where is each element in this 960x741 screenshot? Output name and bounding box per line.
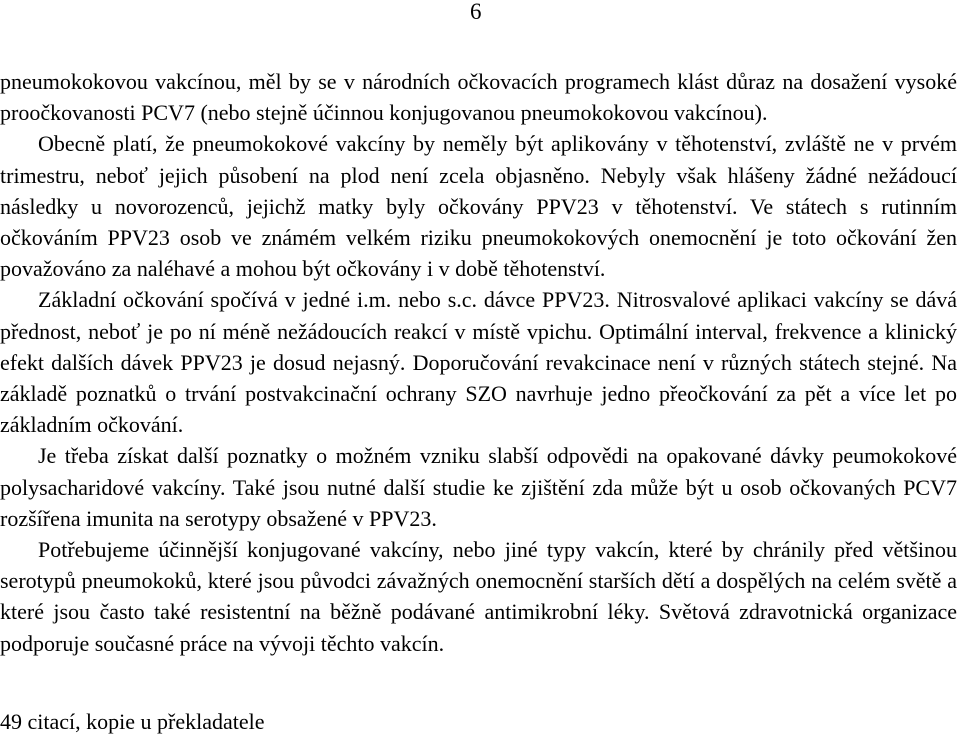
paragraph-further-knowledge: Je třeba získat další poznatky o možném vzniku slabší odpovědi na opakované dávky peumokokové polysacharidové vakcíny. Také jsou nutné další studie ke zjištění zda může být u osob očkovaných PCV7 rozšířena imunita na serotypy obsažené v PPV23.	[0, 443, 957, 531]
paragraph-continuation: pneumokokovou vakcínou, měl by se v národních očkovacích programech klást důraz na dosažení vysoké proočkovanosti PCV7 (nebo stejně účinnou konjugovanou pneumokokovou vakcínou).	[0, 69, 957, 126]
citation-note: 49 citací, kopie u překladatele	[0, 709, 265, 734]
page-number: 6	[470, 0, 482, 24]
paragraph-basic-vaccination: Základní očkování spočívá v jedné i.m. nebo s.c. dávce PPV23. Nitrosvalové aplikaci vakcíny se dává přednost, neboť je po ní méně nežádoucích reakcí v místě vpichu. Optimální interval, frekvence a klinický efekt dalších dávek PPV23 je dosud nejasný. Doporučování revakcinace není v různých státech stejné. Na základě poznatků o trvání postvakcinační ochrany SZO navrhuje jedno přeočkování za pět a více let po základním očkování.	[0, 287, 957, 438]
document-body	[0, 66, 957, 659]
paragraph-pregnancy: Obecně platí, že pneumokokové vakcíny by neměly být aplikovány v těhotenství, zvláště ne v prvém trimestru, neboť jejich působení na plod není zcela objasněno. Nebyly však hlášeny žádné nežádoucí následky u novorozenců, jejichž matky byly očkovány PPV23 v těhotenství. Ve státech s rutinním očkováním PPV23 osob ve známém velkém riziku pneumokokových onemocnění je toto očkování žen považováno za naléhavé a mohou být očkovány i v době těhotenství.	[0, 131, 957, 282]
paragraph-needs: Potřebujeme účinnější konjugované vakcíny, nebo jiné typy vakcín, které by chránily před většinou serotypů pneumokoků, které jsou původci závažných onemocnění starších dětí a dospělých na celém světě a které jsou často také resistentní na běžně podávané antimikrobní léky. Světová zdravotnická organizace podporuje současné práce na vývoji těchto vakcín.	[0, 537, 957, 656]
